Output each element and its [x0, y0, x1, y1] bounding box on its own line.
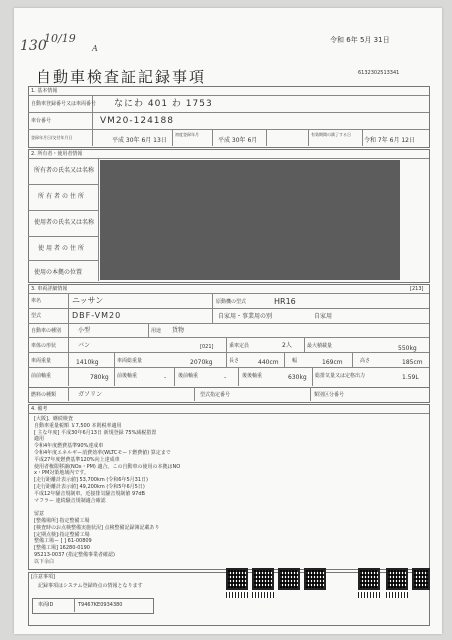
- qr-code-icon: [358, 592, 380, 598]
- rr-axle-value: 630kg: [288, 374, 307, 381]
- remark-line: 平成12年騒音規制車。近接排気騒音規制値 97dB: [34, 490, 145, 497]
- qr-code-icon: [278, 568, 300, 590]
- engine-value: HR16: [274, 297, 296, 306]
- notes-text: 記録事項はシステム登録時点の情報となります: [38, 583, 143, 589]
- remark-line: 自動車重量税額 ￥7,500 本則税率適用: [34, 422, 122, 429]
- engine-label: 原動機の型式: [216, 299, 247, 305]
- qr-code-icon: [226, 592, 248, 598]
- remark-line: [整備工場] 16280-0190: [34, 545, 90, 552]
- remark-line: x・PM対策地域内です。: [34, 470, 89, 477]
- user-name-label: 使用者の氏名又は名称: [34, 219, 95, 226]
- qr-code-icon: [252, 568, 274, 590]
- remark-line: 平成27年度燃費基準120%向上達成車: [34, 456, 120, 463]
- fuel-value: ガソリン: [78, 391, 103, 398]
- date-month: 5: [359, 36, 365, 44]
- displacement-value: 1.59L: [402, 374, 419, 381]
- load-value: 550kg: [398, 345, 417, 352]
- remark-line: 適用: [34, 436, 45, 443]
- date-year: 6: [346, 36, 351, 44]
- section2-heading: 2. 所有者・使用者情報: [31, 151, 83, 157]
- gross-value: 2070kg: [190, 359, 213, 366]
- date-day: 31: [373, 36, 383, 44]
- vehicle-id-label: 車両ID: [38, 602, 54, 608]
- remark-line: [定期点検]:指定整備工場: [34, 531, 90, 538]
- remark-line: [ 主な年度] 平成30年6月13日 新規登録 75%減税措置: [34, 429, 157, 436]
- weight-value: 1410kg: [76, 359, 99, 366]
- document-page: [14, 8, 442, 634]
- reg-number-label: 自動車登録番号又は車両番号: [31, 101, 97, 107]
- remarks-list: [34, 416, 334, 566]
- maker-label: 車名: [31, 298, 42, 304]
- remark-line: 令和4年度燃費基準90%達成車: [34, 443, 104, 450]
- rf-axle-label: 後前軸重: [178, 373, 199, 379]
- expiry-label: 有効期間の満了する日: [311, 132, 351, 137]
- document-title: 自動車検査証記録事項: [36, 68, 207, 86]
- document-number: 6132302513341: [358, 70, 400, 76]
- width-label: 幅: [292, 358, 298, 364]
- vin-value: VM20-124188: [100, 116, 174, 126]
- height-label: 高さ: [360, 358, 371, 364]
- fr-axle-value: -: [164, 374, 167, 381]
- load-label: 最大積載量: [307, 343, 333, 349]
- handwritten-note: 130: [20, 38, 47, 54]
- section3-heading: 3. 車両詳細情報: [31, 286, 68, 292]
- remark-line: 整備工場ー [ ] 61-00809: [34, 538, 92, 545]
- remark-line: [大阪]、継続検査: [34, 416, 73, 422]
- qr-code-icon: [412, 568, 430, 590]
- qr-code-icon: [252, 592, 274, 598]
- handwritten-note-date: 10/19: [44, 32, 76, 45]
- redaction-block: [100, 160, 400, 280]
- fuel-label: 燃料の種類: [31, 392, 57, 398]
- reg-number-value: なにわ 401 わ 1753: [114, 99, 213, 109]
- owner-address-label: 所有者の住所: [38, 193, 87, 200]
- base-location-label: 使用の本拠の位置: [34, 269, 83, 276]
- length-label: 長さ: [229, 358, 240, 364]
- rf-axle-value: -: [224, 374, 227, 381]
- weight-label: 車両重量: [31, 358, 52, 364]
- qr-code-icon: [226, 568, 248, 590]
- owner-name-label: 所有者の氏名又は名称: [34, 167, 95, 174]
- date-year-unit: 年: [350, 36, 358, 44]
- notes-heading: [注意事項]: [31, 574, 55, 580]
- maker-value: ニッサン: [72, 296, 104, 305]
- date-month-unit: 月: [364, 36, 372, 44]
- width-value: 169cm: [322, 359, 343, 366]
- date-era: 令和: [330, 36, 344, 44]
- first-year-value: 平成 30年 6月: [218, 137, 258, 144]
- length-value: 440cm: [258, 359, 279, 366]
- use-label: 用途: [151, 328, 162, 334]
- handwritten-corner-mark: A: [92, 44, 98, 53]
- model-label: 型式: [31, 313, 42, 319]
- remark-line: 95213-0037 (指定整備事業者確認): [34, 551, 115, 558]
- qr-code-icon: [386, 568, 408, 590]
- gross-label: 車両総重量: [117, 358, 143, 364]
- remark-line: 使用者権限移譲(NOx・PM) 適合。この自動車の使用の本拠はNO: [34, 463, 181, 470]
- page-code: [213]: [410, 286, 424, 292]
- vehicle-id-value: T9467KE0934380: [78, 602, 123, 608]
- user-address-label: 使用者の住所: [38, 245, 87, 252]
- qr-code-icon: [386, 592, 408, 598]
- section1-heading: 1. 基本情報: [31, 88, 58, 94]
- qr-code-icon: [304, 568, 326, 590]
- qr-code-icon: [358, 568, 380, 590]
- body-label: 車体の形状: [31, 343, 57, 349]
- first-reg-label: 登録年月日/交付年月日: [31, 135, 73, 140]
- purpose-value: 自家用: [314, 313, 333, 320]
- remark-line: 令和4年度エネルギー消費効率(WLTCモード燃費値) 算定まで: [34, 449, 171, 456]
- model-value: DBF-VM20: [72, 311, 122, 320]
- remark-line: [検査時のお点検整備実施状況] 点検整備記録簿記載あり: [34, 524, 160, 531]
- rr-axle-label: 後後軸重: [242, 373, 263, 379]
- body-code: [021]: [200, 344, 214, 350]
- class-number-label: 類別区分番号: [314, 392, 345, 398]
- issue-date: [330, 37, 390, 44]
- first-reg-value: 平成 30年 6月 13日: [112, 137, 167, 144]
- expiry-value: 令和 7年 6月 12日: [364, 137, 415, 144]
- remark-line: [整備場所] 指定整備工場: [34, 517, 90, 524]
- remark-line: 以下余白: [34, 558, 55, 565]
- type-number-label: 型式指定番号: [200, 392, 231, 398]
- remark-line: [34, 504, 334, 511]
- date-day-unit: 日: [382, 36, 390, 44]
- remark-line: マフラー 連続騒音規制適合確認: [34, 497, 106, 504]
- capacity-label: 乗車定員: [229, 343, 250, 349]
- vin-label: 車台番号: [31, 118, 52, 124]
- displacement-label: 総排気量又は定格出力: [315, 373, 366, 379]
- kind-value: 小型: [78, 327, 91, 334]
- fr-axle-label: 前後軸重: [117, 373, 138, 379]
- remark-line: 留意: [34, 511, 45, 518]
- remark-line: [走行距離計表示値] 53,700km (令和6年5月31日): [34, 477, 148, 484]
- capacity-value: 2人: [282, 342, 292, 349]
- kind-label: 自動車の種別: [31, 328, 62, 334]
- ff-axle-label: 前前軸重: [31, 373, 52, 379]
- use-value: 貨物: [172, 327, 185, 334]
- height-value: 185cm: [402, 359, 423, 366]
- body-value: バン: [78, 342, 91, 349]
- purpose-label: 自家用・事業用の別: [218, 313, 273, 320]
- section4-heading: 4. 備考: [31, 406, 48, 412]
- first-year-label: 初度登録年月: [175, 132, 199, 137]
- ff-axle-value: 780kg: [90, 374, 109, 381]
- remark-line: [走行距離計表示値] 49,200km (令和5年6月5日): [34, 483, 145, 490]
